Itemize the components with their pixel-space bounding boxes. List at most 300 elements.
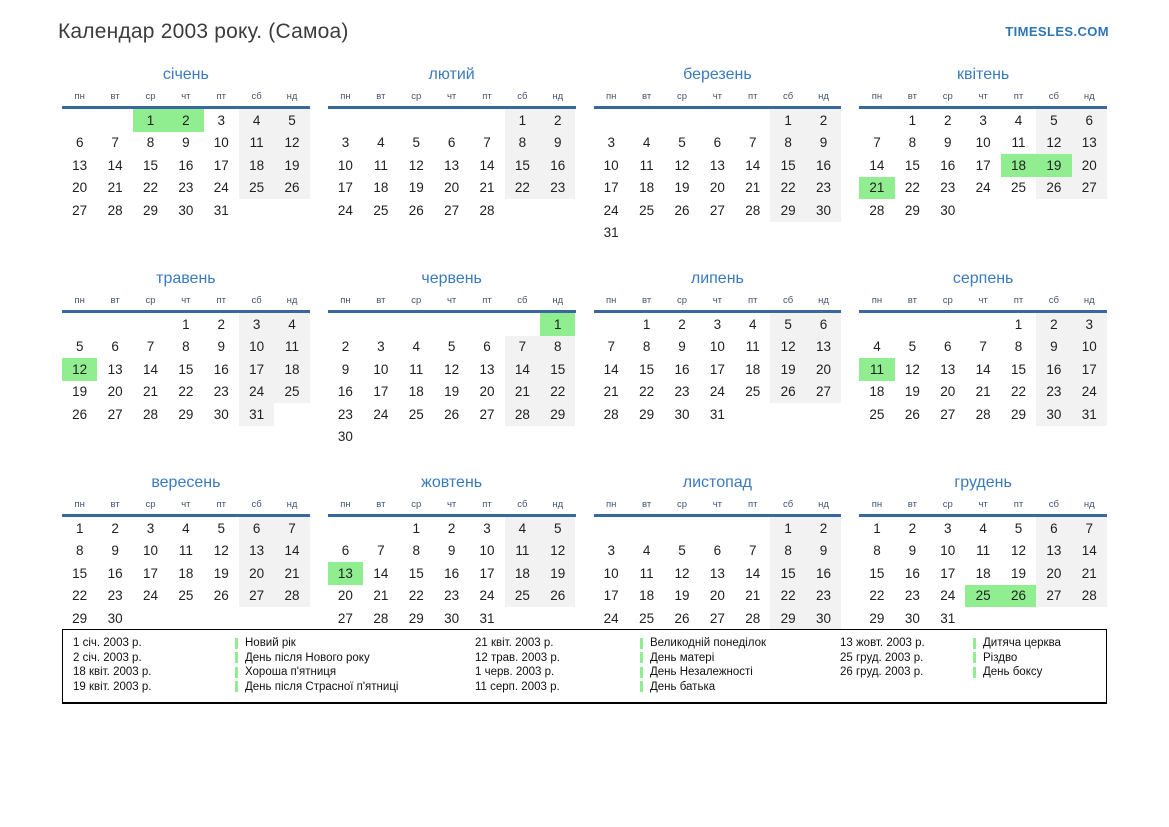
weekday-label: чт [978, 499, 988, 510]
day-cell: 1 [908, 112, 917, 128]
day-cell: 16 [540, 154, 575, 177]
day-cell: 13 [107, 361, 123, 377]
day-cell: 3 [607, 135, 615, 151]
weekday-label: вт [907, 499, 917, 510]
day-grid [859, 313, 1107, 426]
legend-name: Новий рік [245, 637, 296, 649]
day-cell: 22 [505, 177, 540, 200]
day-cell: 30 [444, 610, 460, 626]
holiday-marker-icon [973, 652, 976, 663]
day-cell: 22 [72, 588, 88, 604]
day-cell: 23 [178, 180, 194, 196]
day-cell: 7 [1072, 517, 1107, 540]
day-cell: 13 [806, 336, 841, 359]
month-calendar [62, 270, 310, 448]
weekday-label: ср [676, 499, 687, 510]
day-cell: 21 [373, 588, 389, 604]
day-cell: 24 [709, 384, 725, 400]
day-cell: 7 [377, 543, 385, 559]
day-cell: 3 [943, 520, 952, 536]
weekday-label: пн [340, 295, 351, 306]
day-cell: 2 [806, 517, 841, 540]
day-cell: 30 [1036, 403, 1071, 426]
day-cell: 31 [1072, 403, 1107, 426]
day-cell: 9 [111, 543, 119, 559]
day-grid [594, 109, 842, 244]
weekday-label: пт [216, 91, 226, 102]
day-grid [62, 109, 310, 222]
holiday-marker-icon [235, 638, 238, 649]
day-cell: 30 [940, 202, 956, 218]
legend-name-line [640, 680, 840, 695]
weekday-label: пн [340, 499, 351, 510]
day-grid [328, 109, 576, 222]
day-cell: 22 [1010, 384, 1027, 400]
legend-name-line [973, 651, 1096, 666]
day-cell: 7 [607, 339, 615, 355]
day-cell: 25 [639, 610, 655, 626]
day-cell: 18 [639, 588, 655, 604]
day-cell: 24 [142, 588, 158, 604]
day-cell: 22 [904, 180, 920, 196]
day-cell: 11 [639, 565, 654, 581]
day-cell: 14 [1072, 540, 1107, 563]
empty-day-cell [629, 109, 664, 132]
day-cell: 20 [940, 384, 956, 400]
day-cell: 14 [603, 361, 619, 377]
day-cell: 26 [904, 406, 920, 422]
day-cell: 15 [72, 565, 88, 581]
day-cell: 28 [142, 406, 158, 422]
day-cell: 19 [770, 358, 805, 381]
day-cell: 3 [979, 112, 987, 128]
day-cell: 17 [142, 565, 158, 581]
weekday-label: чт [446, 499, 457, 510]
holiday-day-cell: 26 [1001, 585, 1036, 608]
day-cell: 25 [239, 177, 274, 200]
day-cell: 12 [1010, 543, 1027, 559]
month-title: березень [683, 66, 752, 83]
day-cell: 24 [239, 381, 274, 404]
holiday-marker-icon [235, 667, 238, 678]
day-cell: 8 [505, 132, 540, 155]
day-cell: 17 [337, 180, 353, 196]
month-calendar [328, 270, 576, 448]
day-cell: 31 [239, 403, 274, 426]
holiday-marker-icon [640, 652, 643, 663]
day-cell: 30 [806, 607, 841, 630]
day-cell: 23 [337, 406, 353, 422]
day-cell: 19 [1010, 565, 1027, 581]
weekday-label: ср [411, 499, 422, 510]
holiday-day-cell: 2 [168, 109, 203, 132]
day-cell: 11 [639, 157, 654, 173]
legend-name: День Незалежності [650, 666, 753, 678]
weekday-header-row [328, 91, 576, 109]
day-cell: 3 [483, 520, 491, 536]
weekday-label: чт [181, 499, 191, 510]
day-cell: 13 [239, 540, 274, 563]
day-cell: 23 [940, 180, 956, 196]
day-cell: 7 [274, 517, 309, 540]
day-cell: 13 [444, 157, 460, 173]
day-cell: 10 [603, 157, 619, 173]
legend-names-column [973, 636, 1096, 694]
day-cell: 5 [1014, 520, 1023, 536]
day-cell: 30 [806, 199, 841, 222]
day-cell: 8 [412, 543, 420, 559]
holiday-marker-icon [640, 638, 643, 649]
empty-day-cell [363, 109, 398, 132]
day-cell: 16 [337, 384, 353, 400]
day-cell: 21 [479, 180, 495, 196]
day-cell: 4 [182, 520, 190, 536]
day-cell: 13 [72, 157, 88, 173]
weekday-header-row [594, 295, 842, 313]
day-cell: 1 [1014, 316, 1023, 332]
day-cell: 15 [1010, 361, 1027, 377]
day-cell: 20 [72, 180, 88, 196]
day-cell: 7 [749, 135, 757, 151]
weekday-label: пн [74, 499, 85, 510]
weekday-label: чт [712, 499, 723, 510]
month-title: квітень [956, 66, 1010, 83]
weekday-label: сб [1048, 499, 1059, 510]
day-cell: 5 [217, 520, 226, 536]
empty-day-cell [594, 517, 629, 540]
day-cell: 28 [745, 202, 761, 218]
empty-day-cell [97, 313, 132, 336]
weekday-label: пт [1013, 295, 1024, 306]
day-cell: 18 [239, 154, 274, 177]
day-cell: 18 [639, 180, 655, 196]
weekday-label: пт [1013, 499, 1024, 510]
weekday-header-row [594, 499, 842, 517]
day-cell: 8 [540, 336, 575, 359]
day-cell: 21 [975, 384, 991, 400]
day-cell: 2 [111, 520, 119, 536]
day-cell: 16 [178, 157, 194, 173]
month-title: лютий [428, 66, 475, 83]
day-cell: 6 [239, 517, 274, 540]
month-calendar [859, 66, 1107, 244]
weekday-label: вт [110, 91, 120, 102]
day-cell: 17 [709, 361, 725, 377]
day-cell: 27 [709, 610, 725, 626]
day-cell: 14 [107, 157, 123, 173]
weekday-label: чт [712, 295, 723, 306]
day-cell: 27 [479, 406, 495, 422]
empty-day-cell [930, 313, 965, 336]
day-cell: 25 [745, 384, 761, 400]
day-cell: 22 [408, 588, 424, 604]
day-cell: 21 [107, 180, 123, 196]
weekday-label: пт [482, 499, 492, 510]
weekday-label: ср [942, 295, 953, 306]
day-cell: 12 [770, 336, 805, 359]
day-cell: 24 [373, 406, 389, 422]
day-cell: 24 [603, 610, 619, 626]
day-cell: 9 [182, 135, 190, 151]
day-cell: 4 [642, 543, 651, 559]
day-cell: 8 [1014, 339, 1023, 355]
weekday-label: нд [552, 295, 564, 306]
weekday-label: нд [1083, 91, 1095, 102]
weekday-label: пн [74, 91, 85, 102]
day-cell: 7 [873, 135, 881, 151]
day-cell: 3 [713, 316, 722, 332]
holiday-day-cell: 18 [1001, 154, 1036, 177]
day-cell: 11 [976, 543, 991, 559]
day-cell: 31 [603, 225, 619, 241]
day-cell: 14 [373, 565, 389, 581]
holiday-day-cell: 1 [540, 313, 575, 336]
day-cell: 21 [142, 384, 158, 400]
weekday-label: пт [748, 91, 758, 102]
day-cell: 6 [713, 135, 722, 151]
weekday-label: сб [517, 295, 528, 306]
day-cell: 24 [479, 588, 495, 604]
day-cell: 13 [709, 157, 725, 173]
day-cell: 30 [337, 429, 353, 445]
day-cell: 1 [412, 520, 420, 536]
empty-day-cell [664, 109, 699, 132]
legend-name-line [235, 665, 475, 680]
day-cell: 12 [274, 132, 309, 155]
day-cell: 26 [72, 406, 88, 422]
day-cell: 23 [444, 588, 460, 604]
month-calendar [328, 66, 576, 244]
day-cell: 10 [337, 157, 353, 173]
day-cell: 19 [540, 562, 575, 585]
weekday-label: ср [942, 91, 953, 102]
holiday-day-cell: 1 [133, 109, 168, 132]
legend-date: 18 квіт. 2003 р. [73, 666, 152, 678]
legend-names-column [640, 636, 840, 694]
day-cell: 9 [943, 135, 952, 151]
holiday-day-cell: 12 [62, 358, 97, 381]
empty-day-cell [664, 517, 699, 540]
day-cell: 4 [979, 520, 987, 536]
day-grid [594, 517, 842, 630]
day-cell: 9 [806, 132, 841, 155]
weekday-header-row [62, 499, 310, 517]
day-cell: 20 [709, 588, 725, 604]
day-cell: 10 [940, 543, 956, 559]
day-cell: 6 [943, 339, 952, 355]
weekday-label: сб [251, 499, 262, 510]
day-cell: 5 [75, 339, 84, 355]
weekday-header-row [62, 91, 310, 109]
day-cell: 2 [540, 109, 575, 132]
weekday-label: ср [411, 295, 422, 306]
month-calendar [62, 66, 310, 244]
day-cell: 15 [505, 154, 540, 177]
day-cell: 4 [239, 109, 274, 132]
empty-day-cell [735, 517, 770, 540]
legend-name-line [640, 651, 840, 666]
day-cell: 26 [540, 585, 575, 608]
day-cell: 6 [1036, 517, 1071, 540]
day-cell: 28 [1072, 585, 1107, 608]
empty-day-cell [62, 109, 97, 132]
empty-day-cell [328, 109, 363, 132]
day-cell: 24 [213, 180, 229, 196]
day-cell: 22 [770, 177, 805, 200]
weekday-label: чт [181, 91, 191, 102]
day-cell: 23 [806, 177, 841, 200]
day-cell: 8 [908, 135, 917, 151]
empty-day-cell [629, 517, 664, 540]
weekday-label: сб [517, 499, 528, 510]
weekday-label: нд [1083, 295, 1095, 306]
weekday-label: чт [446, 91, 457, 102]
day-cell: 10 [1072, 336, 1107, 359]
day-cell: 1 [770, 517, 805, 540]
day-cell: 25 [178, 588, 194, 604]
weekday-label: пт [1013, 91, 1024, 102]
day-grid [859, 109, 1107, 222]
day-cell: 19 [408, 180, 424, 196]
day-cell: 11 [409, 361, 424, 377]
legend-box [62, 629, 1107, 704]
day-cell: 9 [1036, 336, 1071, 359]
day-cell: 29 [639, 406, 655, 422]
month-calendar [62, 474, 310, 630]
day-cell: 9 [540, 132, 575, 155]
weekday-label: нд [818, 499, 829, 510]
day-cell: 22 [178, 384, 194, 400]
day-cell: 31 [940, 610, 956, 626]
empty-day-cell [399, 109, 434, 132]
legend-date: 12 трав. 2003 р. [475, 651, 560, 664]
month-calendar [328, 474, 576, 630]
empty-day-cell [700, 109, 735, 132]
legend-date: 19 квіт. 2003 р. [73, 680, 152, 693]
weekday-label: нд [818, 295, 829, 306]
weekday-label: сб [251, 295, 262, 306]
day-cell: 12 [213, 543, 229, 559]
site-link[interactable]: TIMESLES.COM [1005, 24, 1109, 39]
weekday-label: нд [286, 295, 298, 306]
day-cell: 4 [412, 339, 420, 355]
day-cell: 10 [709, 339, 725, 355]
day-cell: 17 [940, 565, 956, 581]
day-cell: 20 [444, 180, 460, 196]
day-cell: 6 [806, 313, 841, 336]
day-cell: 5 [274, 109, 309, 132]
day-cell: 4 [873, 339, 881, 355]
legend-name-line [640, 665, 840, 680]
weekday-label: нд [818, 91, 829, 102]
day-cell: 18 [408, 384, 424, 400]
legend-name-line [235, 651, 475, 666]
empty-day-cell [895, 313, 930, 336]
weekday-label: вт [907, 91, 917, 102]
day-cell: 27 [72, 202, 88, 218]
empty-day-cell [434, 313, 469, 336]
legend-dates-column [840, 636, 973, 694]
day-cell: 20 [1072, 154, 1107, 177]
day-cell: 12 [408, 157, 424, 173]
day-cell: 3 [1072, 313, 1107, 336]
weekday-header-row [859, 91, 1107, 109]
weekday-label: вт [376, 295, 386, 306]
day-cell: 17 [239, 358, 274, 381]
day-cell: 7 [505, 336, 540, 359]
day-cell: 19 [904, 384, 920, 400]
day-cell: 29 [142, 202, 158, 218]
day-cell: 23 [674, 384, 690, 400]
legend-name-line [235, 636, 475, 651]
day-cell: 21 [505, 381, 540, 404]
legend-dates-column [475, 636, 640, 694]
day-cell: 29 [1010, 406, 1027, 422]
weekday-label: ср [676, 91, 687, 102]
day-cell: 14 [975, 361, 991, 377]
day-cell: 7 [483, 135, 491, 151]
day-cell: 29 [540, 403, 575, 426]
legend-name: День після Страсної п'ятниці [245, 680, 399, 693]
holiday-day-cell: 25 [965, 585, 1000, 608]
holiday-marker-icon [640, 667, 643, 678]
day-cell: 6 [483, 339, 491, 355]
day-cell: 28 [603, 406, 619, 422]
month-title: листопад [682, 474, 752, 491]
day-cell: 28 [505, 403, 540, 426]
day-cell: 1 [75, 520, 84, 536]
weekday-label: вт [641, 295, 652, 306]
legend-date: 11 серп. 2003 р. [475, 680, 560, 693]
day-cell: 11 [239, 132, 274, 155]
weekday-label: ср [145, 499, 156, 510]
legend-name: Хороша п'ятниця [245, 666, 337, 678]
day-cell: 28 [274, 585, 309, 608]
month-calendar [859, 474, 1107, 630]
day-cell: 6 [1072, 109, 1107, 132]
day-cell: 27 [1036, 585, 1071, 608]
day-cell: 8 [873, 543, 881, 559]
day-grid [62, 313, 310, 426]
day-cell: 27 [1072, 177, 1107, 200]
day-cell: 25 [1010, 180, 1027, 196]
day-cell: 18 [274, 358, 309, 381]
day-cell: 17 [373, 384, 389, 400]
day-cell: 15 [142, 157, 158, 173]
empty-day-cell [97, 109, 132, 132]
legend-name-line [640, 636, 840, 651]
day-cell: 5 [770, 313, 805, 336]
weekday-label: пт [482, 91, 492, 102]
day-cell: 4 [377, 135, 385, 151]
day-cell: 20 [1036, 562, 1071, 585]
day-cell: 9 [217, 339, 226, 355]
day-cell: 30 [674, 406, 690, 422]
day-cell: 26 [213, 588, 229, 604]
legend-name: Великодній понеділок [650, 637, 767, 649]
day-cell: 26 [408, 202, 424, 218]
month-calendar [594, 474, 842, 630]
day-cell: 2 [1036, 313, 1071, 336]
holiday-marker-icon [640, 681, 643, 692]
weekday-header-row [328, 499, 576, 517]
day-cell: 27 [940, 406, 956, 422]
day-cell: 21 [745, 180, 761, 196]
weekday-label: пт [748, 499, 758, 510]
day-cell: 17 [1072, 358, 1107, 381]
day-cell: 30 [178, 202, 194, 218]
day-cell: 2 [447, 520, 456, 536]
